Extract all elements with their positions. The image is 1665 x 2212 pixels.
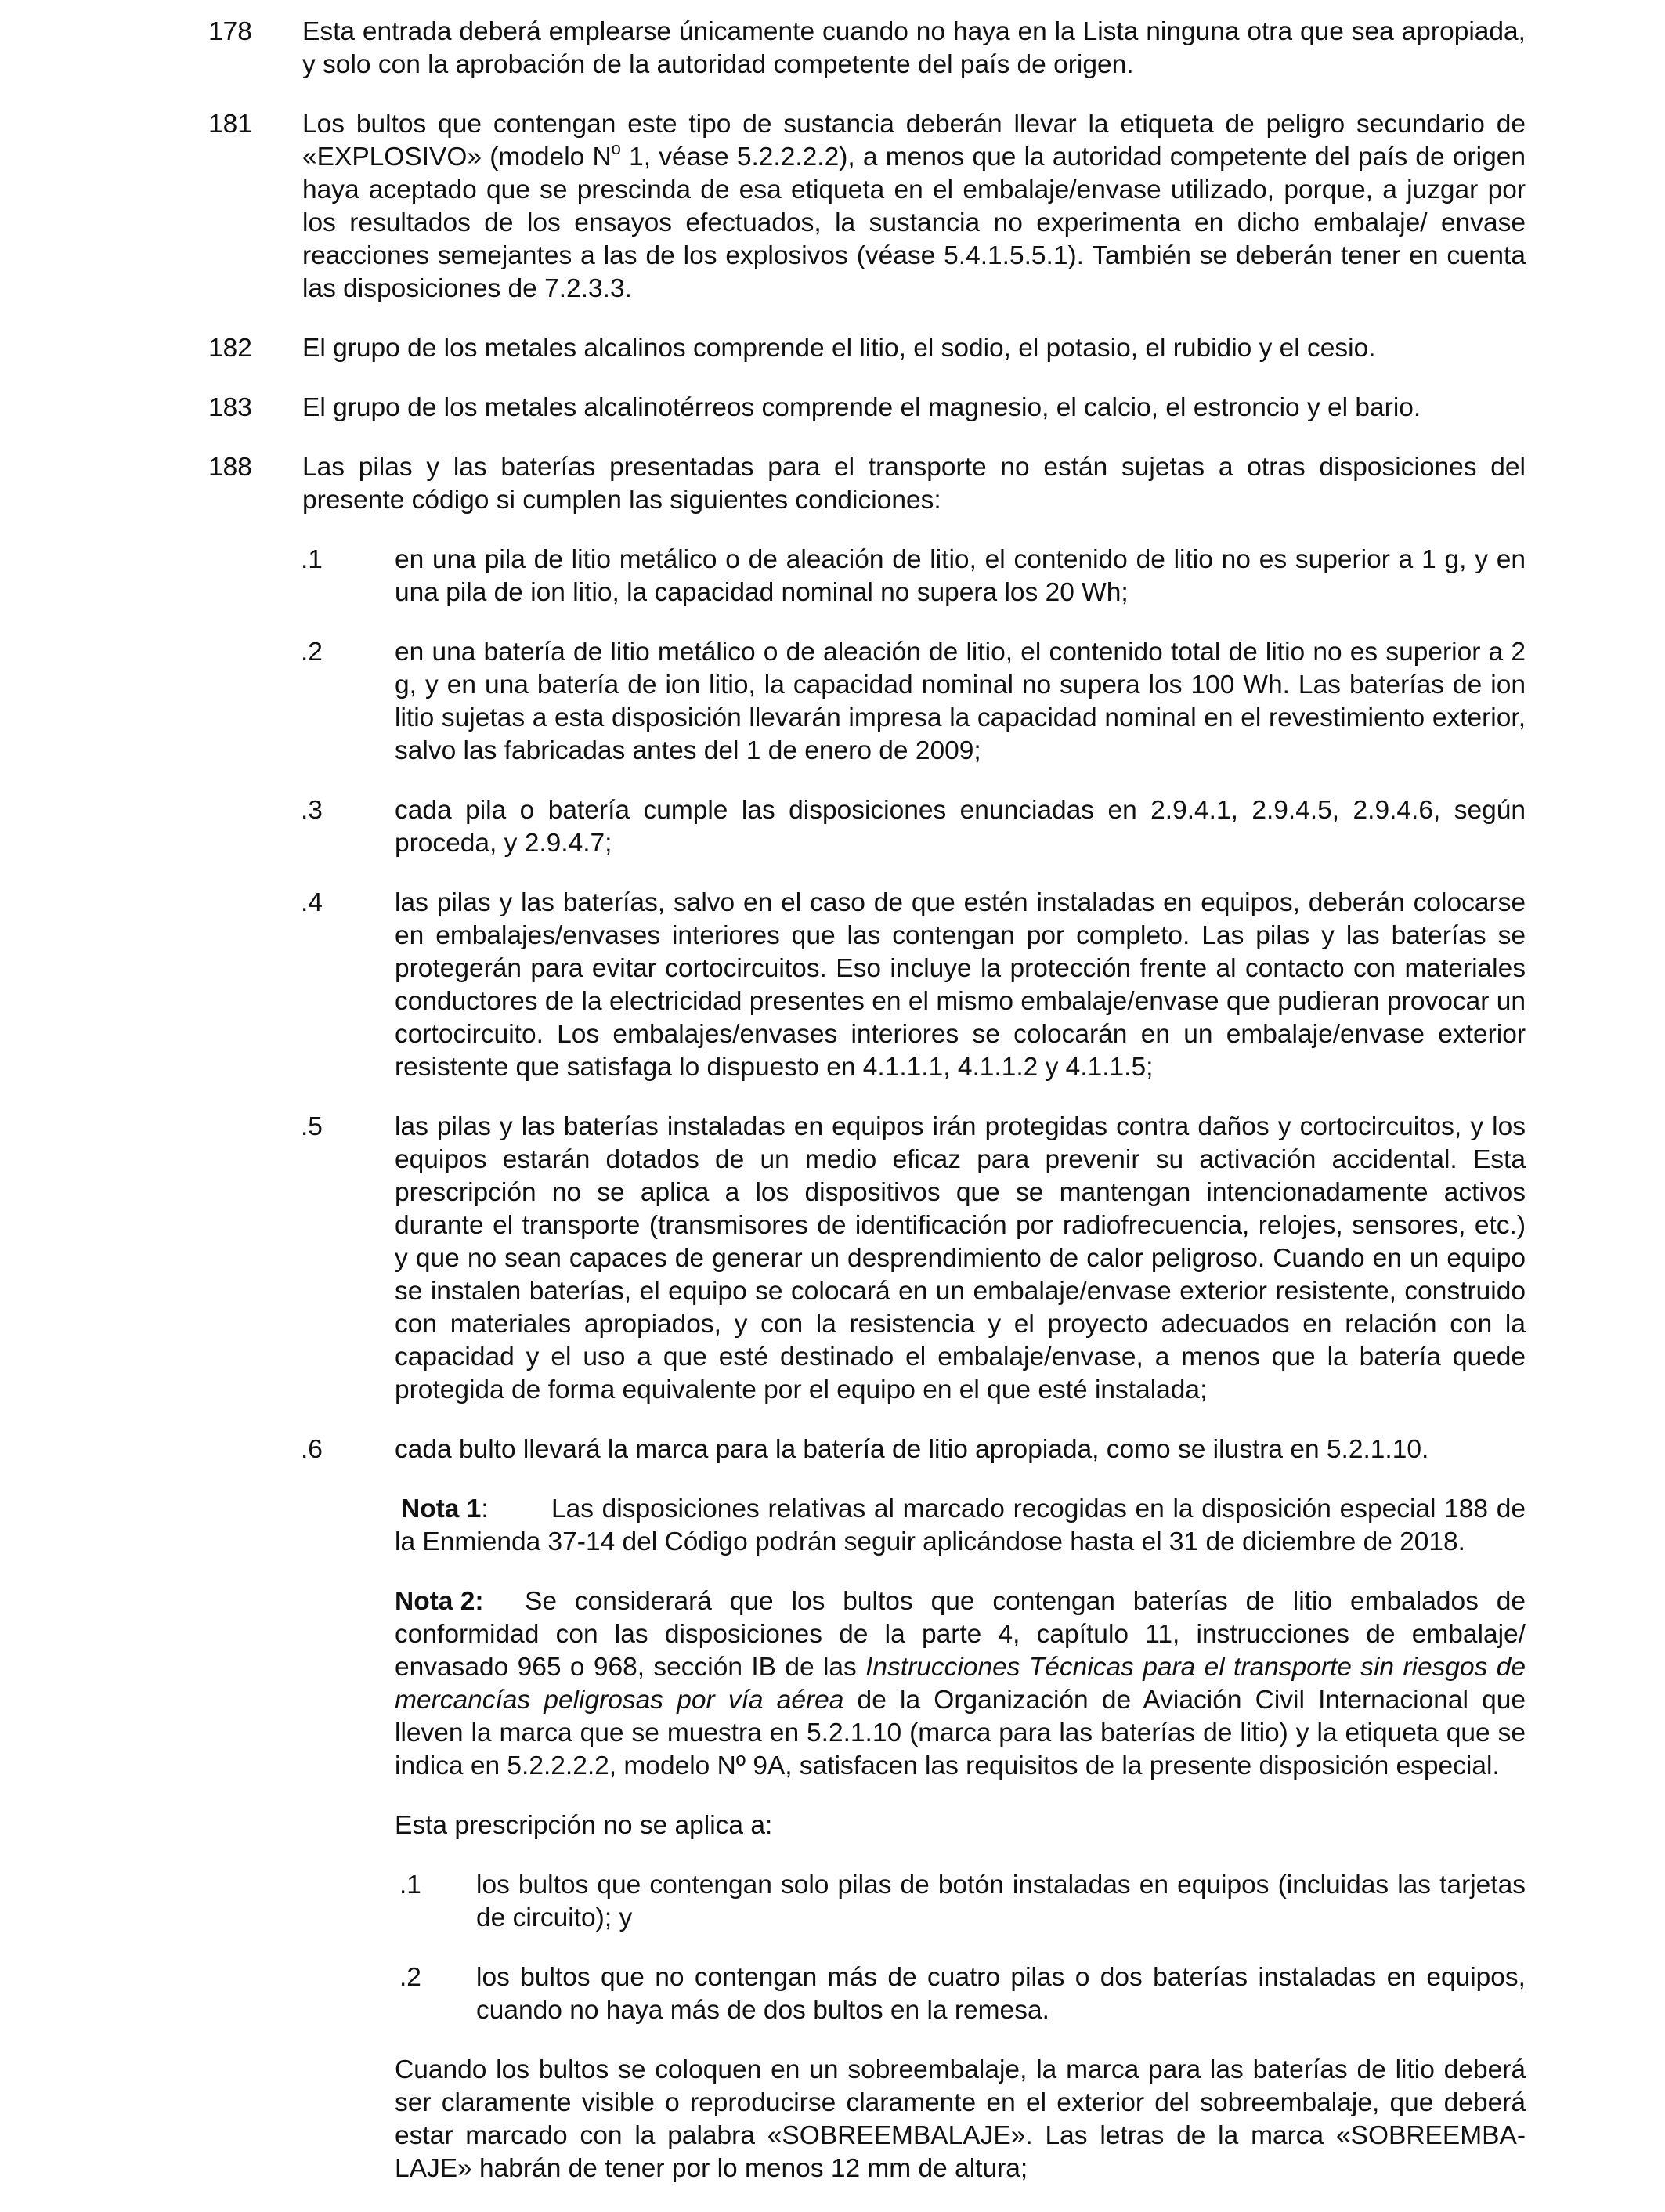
- condition-item-1: [302, 544, 1526, 609]
- note-2: [395, 1585, 1526, 1783]
- item-number: .3: [301, 796, 323, 825]
- exception-item-1: [395, 1869, 1526, 1935]
- exceptions-block: [395, 1809, 1526, 2185]
- provision-181: [0, 108, 1665, 305]
- note-text: de la Organización de Aviación Civil Internacional que lleven la marca que se muestra en 5.2.1.10 (marca para las baterías de litio) y la etiqueta que se indica en 5.2.2.2.2, modelo Nº 9A, satisfacen las requisitos de la presente disposición especial.: [395, 1686, 1526, 1780]
- provision-text: El grupo de los metales alcalinotérreos comprende el magnesio, el calcio, el estroncio y el bario.: [302, 393, 1421, 422]
- condition-item-2: [302, 636, 1526, 768]
- item-number: .6: [301, 1435, 323, 1464]
- provision-188: [0, 451, 1665, 2185]
- item-number: .5: [301, 1112, 323, 1141]
- note-label: [395, 1493, 551, 1526]
- item-text: en una pila de litio metálico o de aleación de litio, el contenido de litio no es superior a 1 g, y en una pila de ion litio, la capacidad nominal no supera los 20 Wh;: [395, 545, 1526, 607]
- condition-item-3: [302, 794, 1526, 860]
- exception-item-2: [395, 1961, 1526, 2027]
- item-number: .2: [301, 638, 323, 667]
- item-text: las pilas y las baterías instaladas en equipos irán protegidas contra daños y cortocircuitos, y los equipos estarán dotados de un medio eficaz para prevenir su activación accidental. Esta prescripción no se aplica a los dispositivos que se mantengan intencionadamente activos durante el transporte (transmisores de identificación por radiofrecuencia, relojes, sensores, etc.) y que no sean capaces de generar un desprendimiento de calor peligroso. Cuando en un equipo se instalen baterías, el equipo se colocará en un embalaje/envase exterior resistente, construido con materiales apropiados, y con la resistencia y el proyecto adecuados en relación con la capacidad y el uso a que esté destinado el embalaje/envase, a menos que la batería quede protegida de forma equivalente por el equipo en el que esté instalada;: [395, 1112, 1526, 1404]
- provision-number: 188: [208, 453, 252, 482]
- provision-178: [0, 16, 1665, 81]
- note-label-text: Nota 1: [401, 1495, 482, 1523]
- note-label-colon: :: [481, 1495, 489, 1523]
- item-number: .1: [301, 545, 323, 574]
- provision-body: [302, 451, 1526, 2185]
- superscript: o: [611, 139, 621, 158]
- provision-text: El grupo de los metales alcalinos comprende el litio, el sodio, el potasio, el rubidio y el cesio.: [302, 334, 1376, 363]
- condition-item-4: [302, 887, 1526, 1084]
- provision-number: 183: [208, 393, 252, 422]
- item-text: los bultos que contengan solo pilas de botón instaladas en equipos (incluidas las tarjetas de circuito); y: [476, 1870, 1526, 1932]
- text-segment: 1, véase 5.2.2.2.2), a menos que la autoridad competente del país de origen haya aceptado que se prescinda de esa etiqueta en el embalaje/envase utilizado, porque, a juzgar por los resultados de los ensayos efectuados, la sustancia no experimenta en dicho embalaje/ envase reacciones semejantes a las de los explosivos (véase 5.4.1.5.5.1). También se deberán tener en cuenta las disposiciones de 7.2.3.3.: [302, 143, 1526, 303]
- item-text: las pilas y las baterías, salvo en el caso de que estén instaladas en equipos, deberán colocarse en embalajes/envases interiores que las contengan por completo. Las pilas y las baterías se protegerán para evitar cortocircuitos. Eso incluye la protección frente al contacto con materiales conductores de la electricidad presentes en el mismo embalaje/envase que pudieran provocar un cortocircuito. Los embalajes/envases interiores se colocarán en un embalaje/envase exterior resistente que satisfaga lo dispuesto en 4.1.1.1, 4.1.1.2 y 4.1.1.5;: [395, 888, 1526, 1082]
- item-text: cada pila o batería cumple las disposiciones enunciadas en 2.9.4.1, 2.9.4.5, 2.9.4.6, según proceda, y 2.9.4.7;: [395, 796, 1526, 858]
- text-segment: Los bultos que contengan este tipo de sustancia deberán llevar la etiqueta de peligro secundario de «EXPLOSIVO» (modelo N: [302, 110, 1526, 172]
- item-text: los bultos que no contengan más de cuatro pilas o dos baterías instaladas en equipos, cuando no haya más de dos bultos en la remesa.: [476, 1963, 1526, 2025]
- item-number: .2: [399, 1963, 421, 1992]
- note-text-italic: Instrucciones Técnicas para el transporte sin riesgos de mercancías peligrosas por vía aérea: [395, 1653, 1526, 1715]
- provision-182: [0, 332, 1665, 365]
- item-number: .1: [399, 1870, 421, 1899]
- exception-intro: Esta prescripción no se aplica a:: [395, 1811, 773, 1840]
- provision-text: Las pilas y las baterías presentadas para el transporte no están sujetas a otras disposiciones del presente código si cumplen las siguientes condiciones:: [302, 453, 1526, 515]
- provision-text: [302, 108, 1526, 305]
- note-text: Las disposiciones relativas al marcado recogidas en la disposición especial 188 de la Enmienda 37-14 del Código podrán seguir aplicándose hasta el 31 de diciembre de 2018.: [395, 1495, 1526, 1556]
- provision-183: [0, 392, 1665, 425]
- provision-number: 181: [208, 110, 252, 139]
- condition-item-6: [302, 1433, 1526, 1466]
- item-text: en una batería de litio metálico o de aleación de litio, el contenido total de litio no es superior a 2 g, y en una batería de ion litio, la capacidad nominal no supera los 100 Wh. Las baterías de ion litio sujetas a esta disposición llevarán impresa la capacidad nominal en el revestimiento exterior, salvo las fabricadas antes del 1 de enero de 2009;: [395, 638, 1526, 765]
- condition-item-5: [302, 1111, 1526, 1407]
- provision-text: Esta entrada deberá emplearse únicamente cuando no haya en la Lista ninguna otra que sea apropiada, y solo con la aprobación de la autoridad competente del país de origen.: [302, 17, 1526, 79]
- overpack-paragraph: Cuando los bultos se coloquen en un sobreembalaje, la marca para las baterías de litio deberá ser claramente visible o reproducirse claramente en el exterior del sobreembalaje, que deberá estar marcado con la palabra «SOBREEMBALAJE». Las letras de la marca «SOBREEMBALAJE» habrán de tener por lo menos 12 mm de altura;: [395, 2055, 1526, 2183]
- item-text: cada bulto llevará la marca para la batería de litio apropiada, como se ilustra en 5.2.1.10.: [395, 1435, 1429, 1464]
- note-label: Nota 2:: [395, 1587, 484, 1616]
- note-1: [395, 1493, 1526, 1559]
- note-text: Se considerará que los bultos que contengan baterías de litio embalados de conformidad con las disposiciones de la parte 4, capítulo 11, instrucciones de embalaje/ envasado 965 o 968, sección IB de las: [395, 1587, 1526, 1682]
- provision-number: 182: [208, 334, 252, 363]
- item-number: .4: [301, 888, 323, 917]
- provision-number: 178: [208, 17, 252, 46]
- document-page: [0, 16, 1665, 2212]
